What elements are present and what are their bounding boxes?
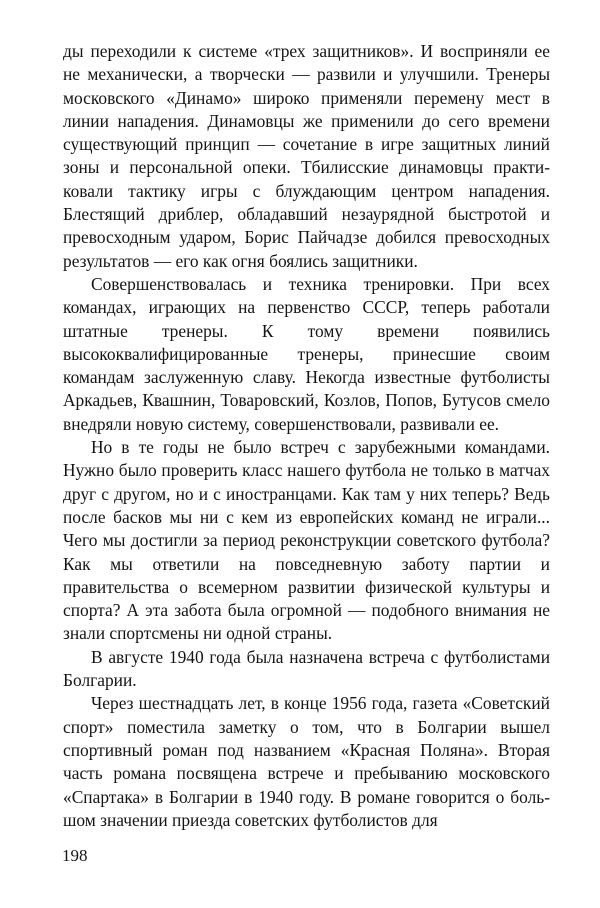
page-body [63,40,550,832]
paragraph-bulgaria-match: В августе 1940 года была назначена встреча с футболистами Болгарии. [63,646,550,691]
page-number: 198 [62,846,88,865]
paragraph-novel: Через шестнадцать лет, в конце 1956 года, газета «Советский спорт» поместила заметку о том, что в Болгарии вышел спортивный роман под названием «Красная Поляна». Вторая часть романа посвящена встрече и пребыванию московского «Спартака» в Болгарии в 1940 году. В романе говорится о большом значении приезда советских футболистов для [63,693,550,830]
paragraph-training: Совершенствовалась и техника тренировки. При всех командах, играющих на первенство СССР, теперь работали штатные тренеры. К тому времени появились высококвалифицированные тренеры, принесшие своим командам заслуженную славу. Некогда известные футболисты Аркадьев, Квашнин, Товаровский, Козлов, Попов, Бутусов смело внедряли новую систему, совершенствовали, развивали ее. [63,273,550,434]
paragraph-tactics: ды переходили к системе «трех защитников». И восприняли ее не механически, а творчески — развили и улучшили. Тренеры московского «Динамо» широко применяли перемену мест в линии нападения. Динамовцы же применили до сего времени существующий принцип — сочетание в игре защитных линий зоны и персональной опеки. Тбилисские динамовцы практиковали тактику игры с блуждающим центром нападения. Блестящий дриблер, обладавший незаурядной быстротой и превосходным ударом, Борис Пайчадзе добился превосходных результатов — его как огня боялись защитники. [63,41,550,271]
paragraph-foreign-matches: Но в те годы не было встреч с зарубежными командами. Нужно было проверить класс нашего футбола не только в матчах друг с другом, но и с иностранцами. Как там у них теперь? Ведь после басков мы ни с кем из европейских команд не играли... Чего мы достигли за период реконструкции советского футбола? Как мы ответили на повседневную заботу партии и правительства о всемерном развитии физической культуры и спорта? А эта забота была огромной — подобного внимания не знали спортсмены ни одной страны. [63,437,550,644]
